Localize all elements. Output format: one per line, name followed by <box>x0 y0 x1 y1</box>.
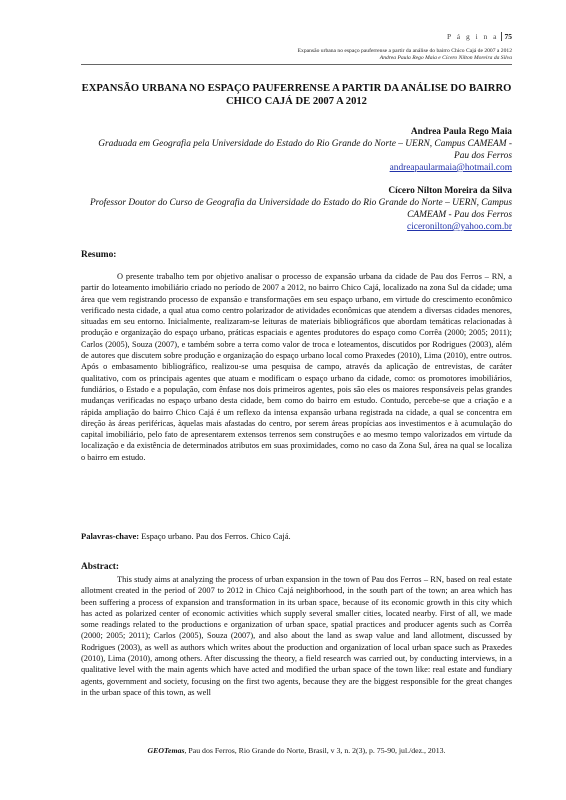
article-title: EXPANSÃO URBANA NO ESPAÇO PAUFERRENSE A PARTIR DA ANÁLISE DO BAIRRO CHICO CAJÁ DE 2007 A 2012 <box>81 83 512 107</box>
resumo-heading: Resumo: <box>81 250 117 260</box>
keywords-label: Palavras-chave: <box>81 531 140 541</box>
author-affiliation: Professor Doutor do Curso de Geografia da Universidade do Estado do Rio Grande do Norte – UERN, Campus CAMEAM - Pau dos Ferros <box>89 198 512 220</box>
running-header-title: Expansão urbana no espaço pauferrense a partir da análise do bairro Chico Cajá de 2007 a 2012 <box>297 48 512 54</box>
keywords-line <box>81 531 512 541</box>
citation-text: , Pau dos Ferros, Rio Grande do Norte, Brasil, v 3, n. 2(3), p. 75-90, jul./dez., 2013. <box>184 746 446 755</box>
author-block-2 <box>81 185 512 233</box>
author-email-link[interactable]: ciceronilton@yahoo.com.br <box>407 222 512 232</box>
journal-brand: GEOTemas <box>147 746 185 755</box>
abstract-heading: Abstract: <box>81 562 120 572</box>
running-header-authors: Andrea Paula Rego Maia e Cícero Nilton Moreira da Silva <box>379 55 512 61</box>
abstract-text: This study aims at analyzing the process of urban expansion in the town of Pau dos Ferros – RN, based on real estate allotment created in the period of 2007 to 2012 in Chico Cajá neighborhood, in the south part of the town; an area which has been suffering a process of expansion and transformation in its urban space, because of its economic growth in this city which has acted as polarized center of economic activities which supply several smaller cities, located nearby. First of all, we made some readings related to the productions e organization of urban space, spatial practices and producer agents such as Corrêa (2000; 2005; 2011); Carlos (2005), Souza (2007), and also about the land as swap value and land allotment, discussed by Rodrigues (2003), as well as authors which writes about the production and organization of local urban space such as Praxedes (2010), Lima (2010), among others. After discussing the theory, a field research was carried out, by conducting interviews, in a qualitative level with the main agents which have acted and modified the urban space of the town like: real estate and fundiary agents, government and society, focusing on the first two agents, because they are the biggest responsible for the great changes in the urban space of this town, as well <box>81 575 512 697</box>
page-label: P á g i n a <box>446 32 499 41</box>
author-block-1 <box>81 126 512 174</box>
header-divider <box>81 64 512 65</box>
page-number-label <box>447 32 512 41</box>
keywords-text: Espaço urbano. Pau dos Ferros. Chico Cajá. <box>139 531 291 541</box>
page-number: 75 <box>501 32 513 41</box>
author-affiliation: Graduada em Geografia pela Universidade do Estado do Rio Grande do Norte – UERN, Campus CAMEAM - Pau dos Ferros <box>98 139 512 161</box>
footer-citation <box>81 746 512 755</box>
author-name: Cícero Nilton Moreira da Silva <box>388 186 512 196</box>
resumo-text: O presente trabalho tem por objetivo analisar o processo de expansão urbana da cidade de Pau dos Ferros – RN, a partir do loteamento imobiliário criado no período de 2007 a 2012, no bairro Chico Cajá, localizado na zona Sul da cidade; uma área que vem registrando processo de expansão e transformações em seu espaço urbano, em virtude do crescimento econômico verificado nesta cidade, a qual atua como centro polarizador de atividades econômicas que atendem a diversas cidades menores, situadas em seu entorno. Inicialmente, realizaram-se leituras de materiais bibliográficos que abordam temáticas relacionadas à produção e organização do espaço urbano, práticas espaciais e agentes produtores do espaço como Corrêa (2000; 2005; 2011); Carlos (2005), Souza (2007), e também sobre a terra como valor de troca e loteamentos, discutidos por Rodrigues (2003), além de autores que discutem sobre produção e organização do espaço urbano local como Praxedes (2010), Lima (2010), entre outros. Após o embasamento bibliográfico, realizou-se uma pesquisa de campo, através da aplicação de entrevistas, de caráter qualitativo, com os principais agentes que atuam e modificam o espaço urbano da cidade, como: os promotores imobiliários, fundiários, o Estado e a população, com ênfase nos dois primeiros agentes, pois são eles os maiores responsáveis pelas grandes mudanças verificadas no espaço urbano desta cidade, bem como do bairro em estudo. Contudo, percebe-se que a criação e a rápida ampliação do bairro Chico Cajá é um reflexo da intensa expansão urbana registrada na cidade, a qual se concentra em direção às áreas periféricas, àquelas mais afastadas do centro, por serem áreas propícias aos investimentos e à acumulação do capital imobiliário, pelo fato de apresentarem extensos terrenos sem construções e ao mesmo tempo valorizados em virtude da localização e da existência de determinados atributos em suas proximidades, como no caso da Zona Sul, área na qual se localiza o bairro em estudo. <box>81 272 512 462</box>
author-name: Andrea Paula Rego Maia <box>410 127 512 137</box>
author-email-link[interactable]: andreapaularmaia@hotmail.com <box>389 163 512 173</box>
running-header <box>92 48 512 62</box>
